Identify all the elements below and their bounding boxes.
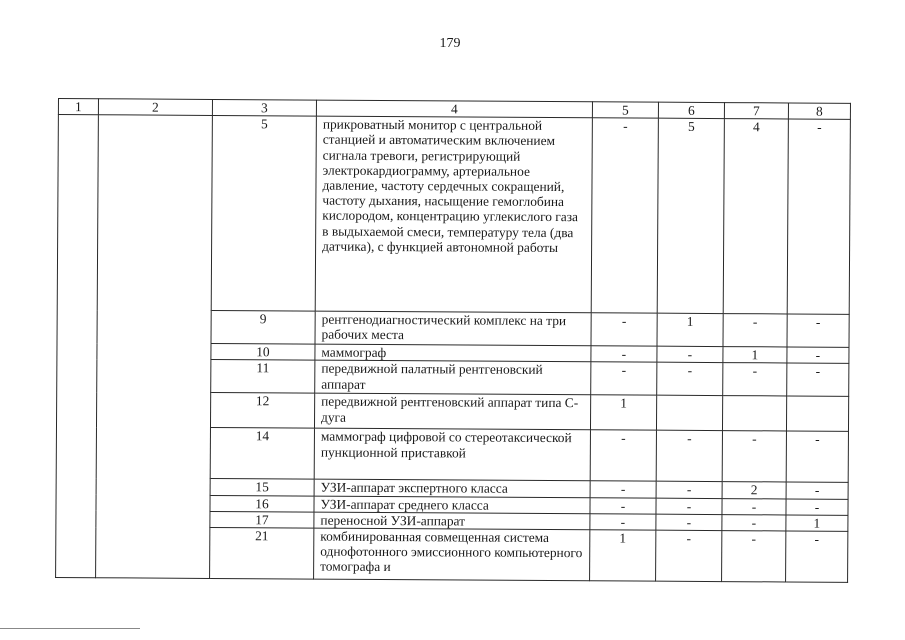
cell-col-7: -	[722, 498, 786, 515]
row-number: 17	[210, 511, 314, 528]
cell-col-8: -	[786, 531, 848, 582]
cell-col-6: -	[656, 498, 722, 515]
row-description: УЗИ-аппарат среднего класса	[314, 496, 590, 514]
equipment-table	[55, 98, 851, 583]
cell-col-6: 5	[657, 118, 724, 313]
cell-col-7	[722, 396, 786, 431]
row-description: передвижной палатный рентгеновский аппарат	[315, 360, 591, 395]
cell-col-6: -	[656, 514, 722, 531]
row-number: 12	[210, 393, 314, 429]
cell-col-6: -	[657, 346, 723, 363]
cell-col-8: -	[787, 347, 849, 364]
page-number: 179	[439, 36, 461, 51]
header-col-1: 1	[58, 99, 98, 115]
row-description: передвижной рентгеновский аппарат типа С-дуга	[314, 393, 590, 430]
cell-col-5: -	[591, 313, 657, 346]
col-2-merged-cell	[96, 115, 213, 579]
row-description: переносной УЗИ-аппарат	[314, 512, 590, 530]
cell-col-8: -	[786, 499, 848, 516]
cell-col-7: -	[722, 431, 786, 482]
table-row	[57, 115, 850, 315]
cell-col-5: -	[590, 514, 656, 531]
col-1-merged-cell	[56, 115, 99, 578]
row-description: комбинированная совмещенная система однофотонного эмиссионного компьютерного томографа и	[314, 528, 590, 581]
footnote-separator-line	[0, 628, 140, 629]
cell-col-6: -	[656, 431, 722, 482]
row-number: 11	[211, 360, 315, 394]
row-description: рентгенодиагностический комплекс на три рабочих места	[315, 311, 591, 346]
cell-col-5: -	[590, 430, 656, 481]
table-body	[56, 115, 851, 583]
row-number: 14	[210, 428, 314, 480]
row-description: маммограф	[315, 344, 591, 362]
row-number: 9	[211, 311, 315, 345]
cell-col-6	[656, 396, 722, 431]
header-col-5: 5	[592, 102, 658, 119]
cell-col-7: 4	[723, 119, 788, 314]
cell-col-8: -	[786, 482, 848, 499]
header-col-2: 2	[98, 99, 212, 116]
cell-col-8: -	[787, 363, 849, 396]
row-number: 16	[210, 495, 314, 512]
row-number: 10	[211, 344, 315, 361]
row-number: 15	[210, 479, 314, 496]
cell-col-8	[786, 396, 848, 431]
header-col-6: 6	[658, 102, 724, 119]
row-number: 21	[210, 527, 314, 579]
cell-col-8: -	[787, 314, 849, 347]
row-description: маммограф цифровой со стереотаксической пункционной приставкой	[314, 428, 590, 481]
cell-col-6: -	[656, 530, 722, 581]
cell-col-6: -	[657, 363, 723, 396]
cell-col-5: -	[591, 346, 657, 363]
header-col-4: 4	[316, 100, 592, 118]
cell-col-8: 1	[786, 515, 848, 532]
cell-col-5: -	[590, 481, 656, 498]
row-description: УЗИ-аппарат экспертного класса	[314, 479, 590, 497]
row-number: 5	[211, 116, 316, 312]
header-col-7: 7	[724, 103, 788, 120]
cell-col-8: -	[786, 431, 848, 482]
cell-col-6: 1	[657, 313, 723, 346]
cell-col-7: -	[722, 514, 786, 531]
header-col-8: 8	[788, 103, 850, 120]
cell-col-7: -	[723, 363, 787, 396]
cell-col-7: -	[723, 314, 787, 347]
cell-col-5: 1	[590, 530, 656, 581]
cell-col-7: 1	[723, 347, 787, 364]
cell-col-5: -	[591, 362, 657, 395]
header-col-3: 3	[212, 99, 316, 116]
cell-col-7: -	[722, 531, 786, 582]
cell-col-5: -	[590, 497, 656, 514]
cell-col-7: 2	[722, 482, 786, 499]
equipment-table-wrapper	[55, 98, 850, 583]
cell-col-5: 1	[590, 395, 656, 430]
cell-col-8: -	[787, 119, 850, 314]
row-description: прикроватный монитор с центральной станцией и автоматическим включением сигнала тревоги, регистрирующий электрокардиограмму, артериальное давление, частоту сердечных сокращений, частоту дыхания, насыщение гемоглобина кислородом, концентрацию углекислого газа в выдыхаемой смеси, температуру тела (два датчика), с функцией автономной работы	[315, 116, 592, 313]
cell-col-5: -	[591, 118, 658, 313]
cell-col-6: -	[656, 482, 722, 499]
